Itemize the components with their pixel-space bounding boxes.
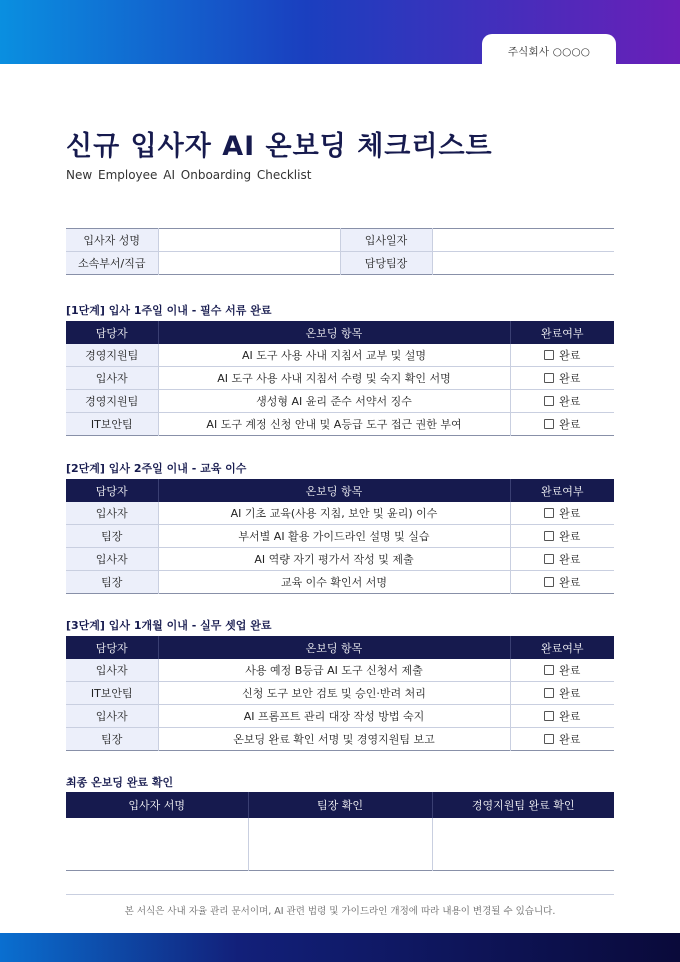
footer-band	[0, 933, 680, 962]
col-header-who: 담당자	[66, 479, 158, 502]
name-label: 입사자 성명	[66, 229, 158, 252]
stage-title: [1단계] 입사 1주일 이내 - 필수 서류 완료	[66, 304, 272, 317]
checkbox-icon[interactable]	[544, 577, 554, 587]
stage-checklist-table	[66, 321, 614, 436]
task-cell: 사용 예정 B등급 AI 도구 신청서 제출	[158, 659, 510, 682]
checkbox-icon[interactable]	[544, 508, 554, 518]
info-row	[66, 252, 614, 275]
assignee-cell: 경영지원팀	[66, 344, 158, 367]
complete-checkbox[interactable]	[544, 731, 580, 747]
status-cell	[510, 525, 614, 548]
table-row	[66, 659, 614, 682]
complete-label: 완료	[559, 733, 581, 746]
status-cell	[510, 367, 614, 390]
task-cell: AI 역량 자기 평가서 작성 및 제출	[158, 548, 510, 571]
complete-label: 완료	[559, 395, 581, 408]
assignee-cell: 팀장	[66, 728, 158, 751]
name-value-field[interactable]	[158, 229, 340, 252]
table-row	[66, 367, 614, 390]
col-header-item: 온보딩 항목	[158, 636, 510, 659]
table-row	[66, 728, 614, 751]
col-header-status: 완료여부	[510, 321, 614, 344]
admin-confirm-field[interactable]	[432, 818, 614, 871]
checkbox-icon[interactable]	[544, 396, 554, 406]
complete-label: 완료	[559, 372, 581, 385]
company-name: 주식회사 ○○○○	[482, 34, 616, 64]
checkbox-icon[interactable]	[544, 531, 554, 541]
complete-checkbox[interactable]	[544, 370, 580, 386]
lead-value-field[interactable]	[432, 252, 614, 275]
assignee-cell: IT보안팀	[66, 413, 158, 436]
date-label: 입사일자	[340, 229, 432, 252]
table-row	[66, 571, 614, 594]
table-row	[66, 344, 614, 367]
status-cell	[510, 502, 614, 525]
checkbox-icon[interactable]	[544, 419, 554, 429]
info-row	[66, 229, 614, 252]
col-header-item: 온보딩 항목	[158, 479, 510, 502]
complete-label: 완료	[559, 530, 581, 543]
checkbox-icon[interactable]	[544, 734, 554, 744]
table-row	[66, 390, 614, 413]
complete-checkbox[interactable]	[544, 505, 580, 521]
dept-label: 소속부서/직급	[66, 252, 158, 275]
status-cell	[510, 705, 614, 728]
col-header-who: 담당자	[66, 321, 158, 344]
task-cell: AI 프롬프트 관리 대장 작성 방법 숙지	[158, 705, 510, 728]
complete-checkbox[interactable]	[544, 662, 580, 678]
complete-label: 완료	[559, 349, 581, 362]
task-cell: 교육 이수 확인서 서명	[158, 571, 510, 594]
complete-checkbox[interactable]	[544, 393, 580, 409]
complete-checkbox[interactable]	[544, 528, 580, 544]
col-header-who: 담당자	[66, 636, 158, 659]
complete-label: 완료	[559, 687, 581, 700]
table-row	[66, 682, 614, 705]
complete-label: 완료	[559, 664, 581, 677]
complete-label: 완료	[559, 418, 581, 431]
status-cell	[510, 344, 614, 367]
task-cell: AI 기초 교육(사용 지침, 보안 및 윤리) 이수	[158, 502, 510, 525]
status-cell	[510, 682, 614, 705]
assignee-cell: 입사자	[66, 367, 158, 390]
complete-checkbox[interactable]	[544, 416, 580, 432]
complete-label: 완료	[559, 553, 581, 566]
complete-checkbox[interactable]	[544, 347, 580, 363]
employee-sign-field[interactable]	[66, 818, 248, 871]
task-cell: AI 도구 사용 사내 지침서 교부 및 설명	[158, 344, 510, 367]
footer-divider	[66, 894, 614, 895]
complete-checkbox[interactable]	[544, 708, 580, 724]
assignee-cell: IT보안팀	[66, 682, 158, 705]
date-value-field[interactable]	[432, 229, 614, 252]
checkbox-icon[interactable]	[544, 665, 554, 675]
final-sign-table	[66, 792, 614, 871]
complete-checkbox[interactable]	[544, 551, 580, 567]
final-confirm-title: 최종 온보딩 완료 확인	[66, 776, 174, 789]
checkbox-icon[interactable]	[544, 554, 554, 564]
task-cell: AI 도구 계정 신청 안내 및 A등급 도구 접근 권한 부여	[158, 413, 510, 436]
status-cell	[510, 548, 614, 571]
assignee-cell: 입사자	[66, 502, 158, 525]
stage-title: [3단계] 입사 1개월 이내 - 실무 셋업 완료	[66, 619, 272, 632]
admin-confirm-header: 경영지원팀 완료 확인	[432, 792, 614, 818]
employee-sign-header: 입사자 서명	[66, 792, 248, 818]
complete-label: 완료	[559, 507, 581, 520]
page-title: 신규 입사자 AI 온보딩 체크리스트	[66, 131, 493, 162]
task-cell: 부서별 AI 활용 가이드라인 설명 및 실습	[158, 525, 510, 548]
lead-confirm-header: 팀장 확인	[248, 792, 432, 818]
status-cell	[510, 659, 614, 682]
table-row	[66, 548, 614, 571]
col-header-status: 완료여부	[510, 479, 614, 502]
status-cell	[510, 571, 614, 594]
lead-label: 담당팀장	[340, 252, 432, 275]
assignee-cell: 팀장	[66, 571, 158, 594]
table-row	[66, 705, 614, 728]
checkbox-icon[interactable]	[544, 688, 554, 698]
complete-label: 완료	[559, 710, 581, 723]
table-row	[66, 502, 614, 525]
col-header-item: 온보딩 항목	[158, 321, 510, 344]
assignee-cell: 경영지원팀	[66, 390, 158, 413]
employee-info-table	[66, 228, 614, 275]
task-cell: AI 도구 사용 사내 지침서 수령 및 숙지 확인 서명	[158, 367, 510, 390]
task-cell: 온보딩 완료 확인 서명 및 경영지원팀 보고	[158, 728, 510, 751]
stage-title: [2단계] 입사 2주일 이내 - 교육 이수	[66, 462, 247, 475]
status-cell	[510, 728, 614, 751]
status-cell	[510, 413, 614, 436]
checkbox-icon[interactable]	[544, 350, 554, 360]
col-header-status: 완료여부	[510, 636, 614, 659]
complete-label: 완료	[559, 576, 581, 589]
checkbox-icon[interactable]	[544, 711, 554, 721]
assignee-cell: 입사자	[66, 548, 158, 571]
footnote: 본 서식은 사내 자율 관리 문서이며, AI 관련 법령 및 가이드라인 개정에 따라 내용이 변경될 수 있습니다.	[124, 906, 556, 917]
dept-value-field[interactable]	[158, 252, 340, 275]
assignee-cell: 팀장	[66, 525, 158, 548]
stage-checklist-table	[66, 636, 614, 751]
complete-checkbox[interactable]	[544, 574, 580, 590]
task-cell: 신청 도구 보안 검토 및 승인·반려 처리	[158, 682, 510, 705]
task-cell: 생성형 AI 윤리 준수 서약서 징수	[158, 390, 510, 413]
stage-checklist-table	[66, 479, 614, 594]
complete-checkbox[interactable]	[544, 685, 580, 701]
assignee-cell: 입사자	[66, 659, 158, 682]
table-row	[66, 413, 614, 436]
assignee-cell: 입사자	[66, 705, 158, 728]
status-cell	[510, 390, 614, 413]
table-row	[66, 525, 614, 548]
lead-confirm-field[interactable]	[248, 818, 432, 871]
checkbox-icon[interactable]	[544, 373, 554, 383]
page-subtitle: New Employee AI Onboarding Checklist	[66, 168, 312, 182]
